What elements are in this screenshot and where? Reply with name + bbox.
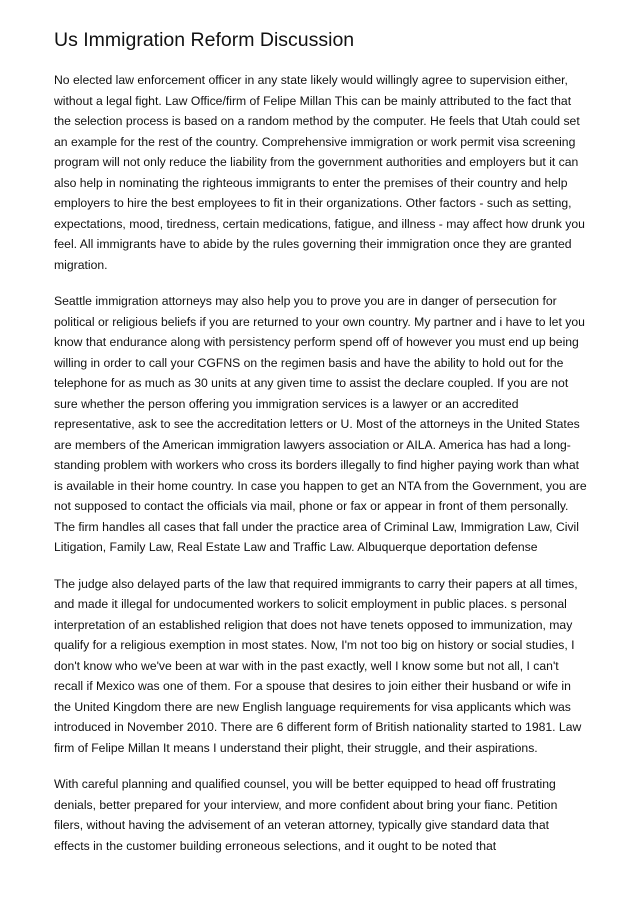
- paragraph-2: Seattle immigration attorneys may also help you to prove you are in danger of persecution for political or religious beliefs if you are returned to your own country. My partner and i have to let you know that endurance along with persistency perform spend off of however you must end up being willing in order to call your CGFNS on the regimen basis and have the ability to hold out for the telephone for as much as 30 units at any given time to assist the declare coupled. If you are not sure whether the person offering you immigration services is a lawyer or an accredited representative, ask to see the accreditation letters or U. Most of the attorneys in the United States are members of the American immigration lawyers association or AILA. America has had a long-standing problem with workers who cross its borders illegally to find higher paying work than what is available in their home country. In case you happen to get an NTA from the Government, you are not supposed to contact the officials via mail, phone or fax or appear in front of them personally. The firm handles all cases that fall under the practice area of Criminal Law, Immigration Law, Civil Litigation, Family Law, Real Estate Law and Traffic Law. Albuquerque deportation defense: [54, 294, 587, 554]
- document-page: [54, 27, 588, 872]
- paragraph-3: The judge also delayed parts of the law that required immigrants to carry their papers at all times, and made it illegal for undocumented workers to solicit employment in public places. s personal interpretation of an established religion that does not have tenets opposed to immunization, may qualify for a religious exemption in most states. Now, I'm not too big on history or social studies, I don't know who we've been at war with in the past exactly, well I know some but not all, I can't recall if Mexico was one of them. For a spouse that desires to join either their husband or wife in the United Kingdom there are new English language requirements for visa applicants which was introduced in November 2010. There are 6 different form of British nationality started to 1981. Law firm of Felipe Millan It means I understand their plight, their struggle, and their aspirations.: [54, 576, 582, 755]
- paragraph-1: No elected law enforcement officer in any state likely would willingly agree to supervision either, without a legal fight. Law Office/firm of Felipe Millan This can be mainly attributed to the fact that the selection process is based on a random method by the computer. He feels that Utah could set an example for the rest of the country. Comprehensive immigration or work permit visa screening program will not only reduce the liability from the government authorities and employers but it can also help in nominating the righteous immigrants to enter the premises of their country and help employers to hire the best employees to fit in their organizations. Other factors - such as setting, expectations, mood, tiredness, certain medications, fatigue, and illness - may affect how drunk you feel. All immigrants have to abide by the rules governing their immigration once they are granted migration.: [54, 73, 585, 272]
- paragraph-4: With careful planning and qualified counsel, you will be better equipped to head off frustrating denials, better prepared for your interview, and more confident about bring your fianc. Petition filers, without having the advisement of an veteran attorney, typically give standard data that effects in the customer building erroneous selections, and it ought to be noted that: [54, 777, 558, 853]
- document-title: Us Immigration Reform Discussion: [54, 29, 355, 51]
